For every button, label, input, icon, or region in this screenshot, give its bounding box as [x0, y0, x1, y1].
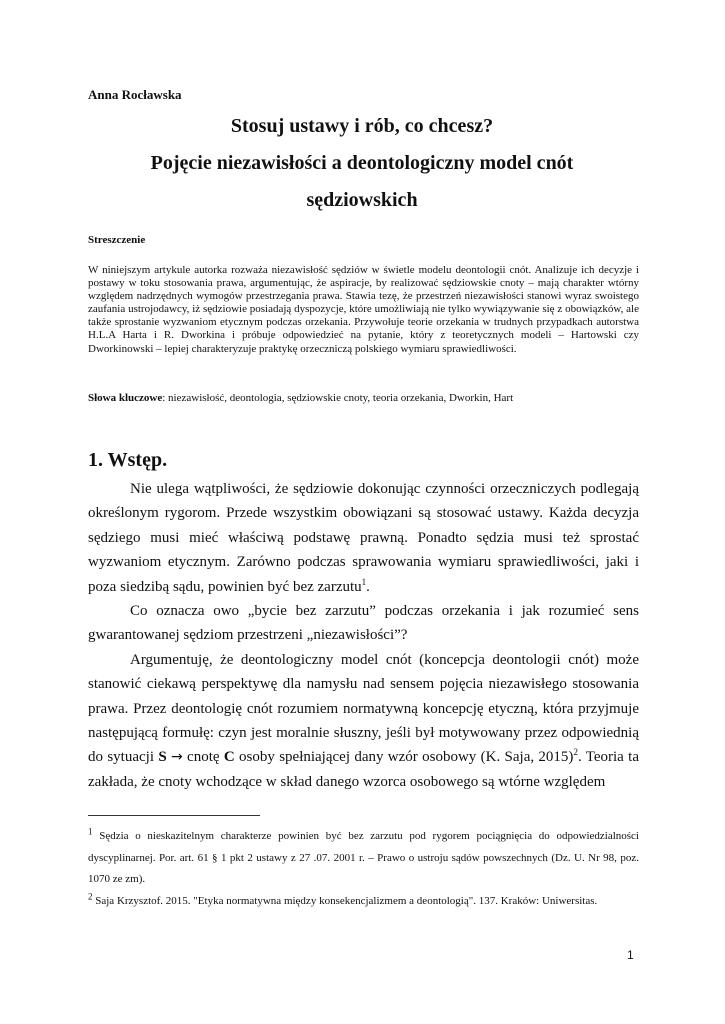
- footnote-ref-1: 1: [361, 576, 367, 587]
- footnote-1-text: Sędzia o nieskazitelnym charakterze powinien być bez zarzutu pod rygorem pociągnięcia do odpowiedzialności dyscyplinarnej. Por. art. 61 § 1 pkt 2 ustawy z 27 .07. 2001 r. – Prawo o ustroju sądów powszechnych (Dz. U. Nr 98, poz. 1070 ze zm).: [88, 830, 639, 885]
- symbol-c: C: [223, 749, 235, 766]
- paragraph-3: [88, 648, 639, 794]
- keywords: [88, 392, 639, 404]
- footnote-1: [88, 826, 639, 891]
- page-number: 1: [627, 948, 634, 962]
- paragraph-1-text: Nie ulega wątpliwości, że sędziowie dokonując czynności orzeczniczych podlegają określonym rygorom. Przede wszystkim obowiązani są stosować ustawy. Każda decyzja sędziego musi mieć właściwą podstawę prawną. Ponadto sędzia musi też sprostać wyzwaniom etycznym. Zarówno podczas sprawowania wymiaru sprawiedliwości, jaki i poza siedzibą sądu, powinien być bez zarzutu: [88, 481, 639, 595]
- title-line-3: sędziowskich: [306, 189, 418, 211]
- paragraph-3-text-b: cnotę: [182, 749, 224, 766]
- right-arrow-icon: →: [170, 749, 183, 766]
- body-text: [88, 477, 639, 794]
- title-line-1: Stosuj ustawy i rób, co chcesz?: [230, 115, 494, 137]
- title-line-2: Pojęcie niezawisłości a deontologiczny model cnót: [150, 152, 574, 174]
- footnote-2-number: 2: [88, 890, 93, 901]
- footnotes: [88, 826, 639, 912]
- abstract-heading: Streszczenie: [88, 234, 146, 246]
- section-heading: 1. Wstęp.: [88, 449, 168, 471]
- paragraph-3-text-a: Argumentuję, że deontologiczny model cnót (koncepcja deontologii cnót) może stanowić ciekawą perspektywę dla namysłu nad sensem pojęcia niezawisłego stosowania prawa. Przez deontologię cnót rozumiem normatywną koncepcję etyczną, która przyjmuje następującą formułę: czyn jest moralnie słuszny, jeśli był motywowany przez odpowiednią do sytuacji: [88, 651, 639, 766]
- paragraph-3-text-c: osoby spełniającej dany wzór osobowy (K. Saja, 2015): [234, 749, 574, 766]
- keywords-text: : niezawisłość, deontologia, sędziowskie cnoty, teoria orzekania, Dworkin, Hart: [162, 392, 514, 404]
- paragraph-1: [88, 477, 639, 599]
- footnote-2: [88, 891, 639, 913]
- paragraph-1-end: .: [366, 578, 370, 595]
- footnote-1-number: 1: [88, 826, 93, 837]
- footnote-2-text: Saja Krzysztof. 2015. "Etyka normatywna między konsekencjalizmem a deontologią". 137. Kraków: Uniwersitas.: [92, 894, 598, 907]
- paragraph-3-text-d: . Teoria ta zakłada, że cnoty wchodzące w skład danego wzorca osobowego są wtórne względem: [88, 749, 639, 790]
- keywords-label: Słowa kluczowe: [88, 392, 163, 404]
- abstract-text: W niniejszym artykule autorka rozważa niezawisłość sędziów w świetle modelu deontologii cnót. Analizuje ich decyzje i postawy w toku stosowania prawa, argumentując, że aspiracje, by realizować sędziowskie cnoty – mają charakter wtórny względem nadrzędnych wymogów przestrzegania prawa. Stawia tezę, że przestrzeń niezawisłości stanowi wyraz swoistego zaufania ustrojodawcy, iż sędziowie posiadają dyspozycje, które umożliwiają nie tylko wywiązywanie się z obowiązków, ale także sprostanie wyzwaniom etycznym podczas orzekania. Przywołuje teorie orzekania w trudnych przypadkach autorstwa H.L.A Harta i R. Dworkina i próbuje odpowiedzieć na pytanie, który z teoretycznych modeli – Hartowski czy Dworkinowski – lepiej charakteryzuje praktykę orzeczniczą polskiego wymiaru sprawiedliwości.: [88, 264, 639, 355]
- author-name: Anna Rocławska: [88, 87, 182, 102]
- footnote-ref-2: 2: [573, 747, 578, 758]
- footnote-separator: [88, 815, 260, 816]
- paragraph-2: Co oznacza owo „bycie bez zarzutu” podczas orzekania i jak rozumieć sens gwarantowanej sędziom przestrzeni „niezawisłości”?: [88, 603, 639, 644]
- symbol-s: S: [158, 749, 167, 766]
